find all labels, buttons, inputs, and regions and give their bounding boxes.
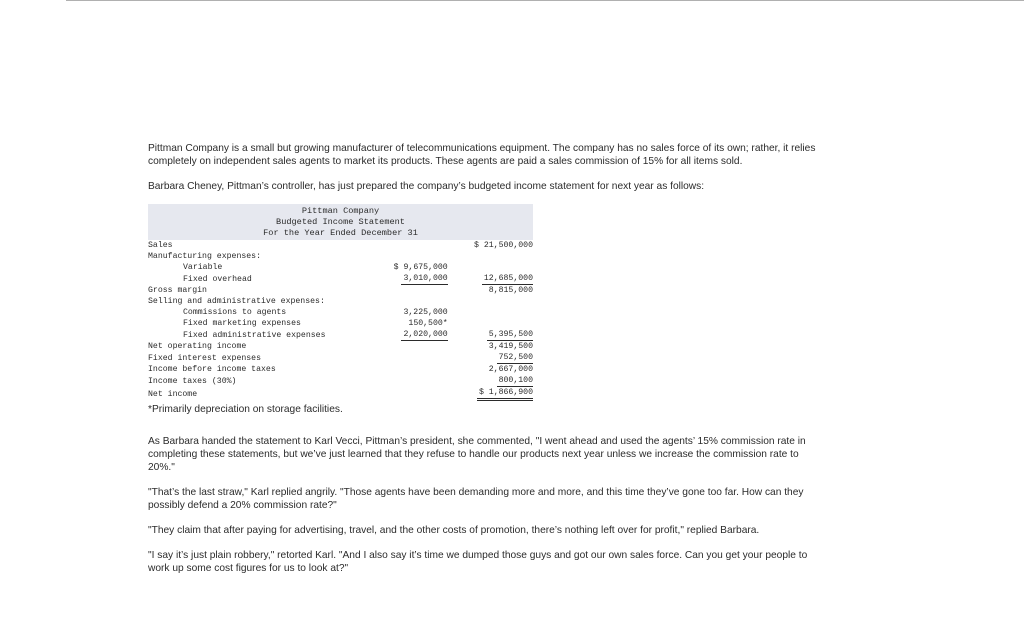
row-label: Gross margin: [148, 286, 207, 295]
row-amount-total: [448, 240, 533, 251]
row-label: Fixed interest expenses: [148, 353, 262, 363]
story-paragraph-3: "They claim that after paying for advertising, travel, and the other costs of promotion, there’s nothing left over for profit," replied Barbara.: [148, 525, 760, 536]
row-amount-detail-value: 3,225,000: [403, 308, 448, 317]
statement-row: [148, 240, 533, 251]
statement-period: For the Year Ended December 31: [263, 228, 418, 238]
row-amount-detail: [373, 240, 447, 251]
statement-row: [148, 375, 533, 387]
row-amount-total: [448, 329, 533, 341]
row-label: Income taxes (30%): [148, 376, 237, 386]
row-amount-detail: [373, 307, 447, 318]
story-paragraph-1: As Barbara handed the statement to Karl Vecci, Pittman’s president, she commented, "I went ahead and used the agents’ 15% commission rate in completing these statements, but we’ve just learned that they refuse to handle our products next year unless we increase the commission rate to 20%.": [148, 436, 806, 473]
problem-content: [148, 142, 828, 587]
row-amount-detail: [373, 296, 447, 307]
row-label: Manufacturing expenses:: [148, 252, 262, 261]
row-amount-total: [448, 262, 533, 273]
row-label: Commissions to agents: [183, 308, 287, 317]
statement-row: [148, 341, 533, 352]
row-amount-total: [448, 285, 533, 296]
row-amount-detail: [373, 251, 447, 262]
row-label: Selling and administrative expenses:: [148, 297, 325, 306]
statement-row: [148, 251, 533, 262]
story-paragraph-4: "I say it’s just plain robbery," retorted Karl. "And I also say it’s time we dumped those guys and got our own sales force. Can you get your people to work up some cost figures for us to look at?": [148, 550, 808, 574]
statement-row: [148, 364, 533, 375]
row-amount-total: [448, 307, 533, 318]
row-amount-total-value: $ 1,866,900: [477, 387, 533, 401]
row-label: Variable: [183, 263, 223, 272]
row-amount-total: [448, 318, 533, 329]
row-amount-total: [448, 364, 533, 375]
top-divider: [66, 0, 1024, 1]
row-amount-total: [448, 352, 533, 364]
row-amount-total-value: 752,500: [498, 353, 533, 362]
statement-row: [148, 387, 533, 401]
row-amount-total-value: 12,685,000: [483, 274, 533, 283]
row-amount-total-value: 2,667,000: [488, 365, 533, 374]
income-statement: [148, 204, 533, 401]
intro-paragraph-2: Barbara Cheney, Pittman’s controller, has just prepared the company’s budgeted income statement for next year as follows:: [148, 181, 705, 192]
row-label: Net operating income: [148, 342, 247, 351]
row-label: Fixed marketing expenses: [183, 319, 301, 328]
row-amount-total: [448, 251, 533, 262]
statement-row: [148, 307, 533, 318]
statement-company: Pittman Company: [301, 206, 380, 216]
statement-row: [148, 329, 533, 341]
statement-footnote: *Primarily depreciation on storage facilities.: [148, 404, 343, 415]
row-label: Income before income taxes: [148, 365, 276, 374]
row-amount-total: [448, 341, 533, 352]
row-amount-detail-value: 3,010,000: [403, 274, 448, 283]
statement-row: [148, 296, 533, 307]
story-paragraph-2: "That’s the last straw," Karl replied angrily. "Those agents have been demanding more and more, and this time they’ve gone too far. How can they possibly defend a 20% commission rate?": [148, 487, 804, 511]
row-amount-total-value: 800,100: [498, 376, 533, 385]
statement-row: [148, 262, 533, 273]
statement-row: [148, 273, 533, 285]
statement-row: [148, 352, 533, 364]
row-amount-detail: [373, 285, 447, 296]
row-amount-detail: [373, 387, 447, 401]
row-amount-detail: [373, 329, 447, 341]
row-amount-detail: [373, 364, 447, 375]
row-amount-detail: [373, 262, 447, 273]
row-label: Fixed overhead: [183, 274, 252, 284]
statement-title: Budgeted Income Statement: [276, 217, 405, 227]
row-amount-detail: [373, 341, 447, 352]
row-amount-total-value: $ 21,500,000: [474, 241, 533, 250]
row-amount-detail: [373, 352, 447, 364]
statement-header: [148, 204, 533, 240]
statement-row: [148, 285, 533, 296]
row-label: Fixed administrative expenses: [183, 330, 326, 340]
row-label: Net income: [148, 389, 198, 399]
row-amount-detail: [373, 273, 447, 285]
row-amount-detail-value: 150,500*: [408, 319, 448, 328]
row-amount-detail-value: 2,020,000: [403, 330, 448, 339]
row-amount-total-value: 5,395,500: [488, 330, 533, 339]
row-amount-detail: [373, 375, 447, 387]
row-amount-total: [448, 296, 533, 307]
row-amount-total: [448, 273, 533, 285]
row-amount-total: [448, 375, 533, 387]
row-amount-total-value: 3,419,500: [488, 342, 533, 351]
row-amount-detail: [373, 318, 447, 329]
row-amount-total: [448, 387, 533, 401]
statement-table: [148, 240, 533, 401]
row-label: Sales: [148, 241, 173, 250]
statement-row: [148, 318, 533, 329]
row-amount-total-value: 8,815,000: [488, 286, 533, 295]
row-amount-detail-value: $ 9,675,000: [393, 263, 448, 272]
intro-paragraph-1: Pittman Company is a small but growing manufacturer of telecommunications equipment. The company has no sales force of its own; rather, it relies completely on independent sales agents to market its products. These agents are paid a sales commission of 15% for all items sold.: [148, 143, 816, 167]
